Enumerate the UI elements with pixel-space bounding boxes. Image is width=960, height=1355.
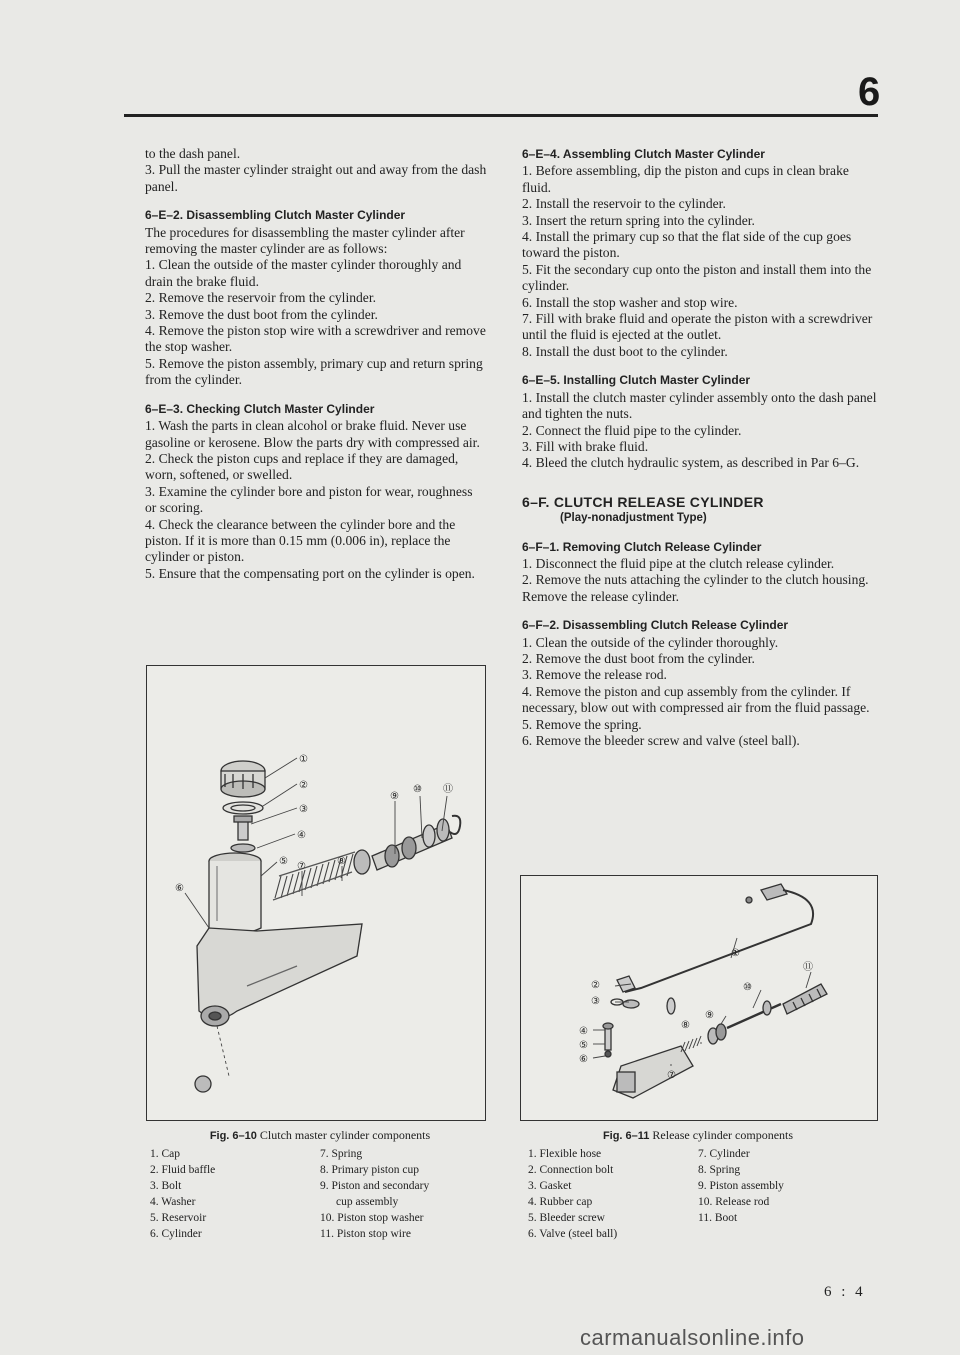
step-line: 8. Install the dust boot to the cylinder. xyxy=(522,343,728,359)
master-cylinder-exploded-drawing xyxy=(147,666,485,1120)
callout-7: ⑦ xyxy=(667,1070,676,1081)
step-line: 4. Install the primary cup so that the flat side of the cup goes toward the piston. xyxy=(522,229,852,261)
step-line: 1. Disconnect the fluid pipe at the clutch release cylinder. xyxy=(522,555,835,571)
callout-3: ③ xyxy=(591,996,600,1007)
callout-3: ③ xyxy=(299,804,308,815)
legend-item: 4. Washer xyxy=(150,1196,196,1208)
section-heading-e4: 6–E–4. Assembling Clutch Master Cylinder xyxy=(522,147,765,161)
step-line: 4. Bleed the clutch hydraulic system, as described in Par 6–G. xyxy=(522,455,860,471)
callout-10: ⑩ xyxy=(743,982,752,993)
legend-item: 5. Bleeder screw xyxy=(528,1212,605,1224)
release-cylinder-exploded-drawing xyxy=(521,876,877,1120)
callout-2: ② xyxy=(299,780,308,791)
figure-caption: Clutch master cylinder components xyxy=(259,1128,431,1142)
legend-item: 4. Rubber cap xyxy=(528,1196,593,1208)
callout-2: ② xyxy=(591,980,600,991)
callout-5: ⑤ xyxy=(279,856,288,867)
legend-item: 2. Fluid baffle xyxy=(150,1164,216,1176)
left-column xyxy=(145,146,487,582)
callout-4: ④ xyxy=(579,1026,588,1037)
section-heading-e2: 6–E–2. Disassembling Clutch Master Cylinder xyxy=(145,208,406,223)
step-line: 2. Connect the fluid pipe to the cylinder. xyxy=(522,422,742,438)
figure-label: Fig. 6–11 xyxy=(602,1130,650,1142)
section-heading-e3: 6–E–3. Checking Clutch Master Cylinder xyxy=(145,401,375,416)
callout-8: ⑧ xyxy=(337,856,346,867)
header-rule xyxy=(124,114,878,117)
step-line: 6. Remove the bleeder screw and valve (steel ball). xyxy=(522,733,800,748)
callout-9: ⑨ xyxy=(705,1010,714,1021)
callout-1: ① xyxy=(299,754,308,765)
step-line: 5. Ensure that the compensating port on the cylinder is open. xyxy=(145,565,475,581)
figure-6-11 xyxy=(520,875,878,1121)
legend-item: 11. Piston stop wire xyxy=(320,1228,411,1240)
legend-item: cup assembly xyxy=(336,1196,399,1208)
step-line: 1. Clean the outside of the cylinder thoroughly. xyxy=(522,634,779,650)
watermark: carmanualsonline.info xyxy=(580,1325,805,1350)
legend-item: 6. Cylinder xyxy=(150,1228,202,1240)
intro-line: 3. Pull the master cylinder straight out and away from the dash panel. xyxy=(145,162,487,194)
step-line: 1. Before assembling, dip the piston and cups in clean brake fluid. xyxy=(522,163,849,195)
step-line: 3. Examine the cylinder bore and piston for wear, roughness or scoring. xyxy=(145,483,473,516)
step-line: 5. Fit the secondary cup onto the piston and install them into the cylinder. xyxy=(522,261,872,294)
step-line: 3. Remove the dust boot from the cylinder. xyxy=(145,306,378,322)
figure-6-10-caption xyxy=(150,1127,490,1242)
callout-11: ⑪ xyxy=(803,962,813,973)
legend-item: 7. Cylinder xyxy=(698,1148,750,1160)
section-heading-f1: 6–F–1. Removing Clutch Release Cylinder xyxy=(522,539,762,554)
legend-item: 7. Spring xyxy=(320,1148,363,1160)
section-subheading-f: (Play-nonadjustment Type) xyxy=(560,512,707,525)
step-line: 3. Fill with brake fluid. xyxy=(522,438,649,454)
legend-item: 5. Reservoir xyxy=(150,1212,207,1224)
step-line: 4. Remove the piston stop wire with a screwdriver and remove the stop washer. xyxy=(145,323,486,355)
legend-item: 1. Flexible hose xyxy=(528,1148,602,1160)
legend-item: 9. Piston and secondary xyxy=(320,1180,430,1192)
callout-7: ⑦ xyxy=(297,861,306,872)
callout-5: ⑤ xyxy=(579,1040,588,1051)
callout-9: ⑨ xyxy=(390,791,399,802)
chapter-number: 6 xyxy=(858,70,881,114)
step-line: 5. Remove the spring. xyxy=(522,716,642,732)
figure-legend xyxy=(150,1146,490,1242)
callout-11: ⑪ xyxy=(443,784,453,795)
legend-item: 2. Connection bolt xyxy=(528,1164,614,1176)
step-line: 2. Remove the reservoir from the cylinder. xyxy=(145,290,377,306)
legend-item: 10. Release rod xyxy=(698,1196,770,1208)
figure-caption: Release cylinder components xyxy=(652,1128,794,1142)
step-line: 5. Remove the piston assembly, primary cup and return spring from the cylinder. xyxy=(145,355,483,388)
figure-6-10 xyxy=(146,665,486,1121)
step-line: 1. Clean the outside of the master cylinder thoroughly and drain the brake fluid. xyxy=(145,257,462,289)
figure-label: Fig. 6–10 xyxy=(209,1130,257,1142)
step-line: 1. Wash the parts in clean alcohol or brake fluid. Never use gasoline or kerosene. Blow the parts dry with compressed air. xyxy=(145,418,480,450)
section-heading-e5: 6–E–5. Installing Clutch Master Cylinder xyxy=(522,373,751,388)
step-line: 7. Fill with brake fluid and operate the piston with a screwdriver until the fluid is ejected at the outlet. xyxy=(522,311,873,343)
step-line: 4. Remove the piston and cup assembly from the cylinder. If necessary, blow out with compressed air from the fluid passage. xyxy=(522,683,870,716)
section-heading-f2: 6–F–2. Disassembling Clutch Release Cylinder xyxy=(522,618,789,633)
legend-item: 8. Primary piston cup xyxy=(320,1164,420,1176)
legend-item: 3. Bolt xyxy=(150,1180,182,1192)
legend-item: 1. Cap xyxy=(150,1148,181,1160)
step-line: 3. Remove the release rod. xyxy=(522,667,667,683)
step-line: 6. Install the stop washer and stop wire. xyxy=(522,294,738,310)
step-line: 1. Install the clutch master cylinder assembly onto the dash panel and tighten the nuts. xyxy=(522,389,877,422)
callout-1: ① xyxy=(731,948,740,959)
figure-legend xyxy=(528,1146,868,1242)
step-line: 2. Install the reservoir to the cylinder. xyxy=(522,196,726,212)
legend-item: 8. Spring xyxy=(698,1164,741,1176)
callout-6: ⑥ xyxy=(175,883,184,894)
step-line: 2. Remove the dust boot from the cylinder. xyxy=(522,650,755,666)
legend-item: 3. Gasket xyxy=(528,1180,572,1192)
step-line: 2. Remove the nuts attaching the cylinder to the clutch housing. Remove the release cylinder. xyxy=(522,572,869,604)
section-heading-f: 6–F. CLUTCH RELEASE CYLINDER xyxy=(522,493,764,510)
legend-item: 6. Valve (steel ball) xyxy=(528,1228,618,1240)
step-line: The procedures for disassembling the master cylinder after removing the master cylinder are as follows: xyxy=(145,224,465,257)
page-number: 6 : 4 xyxy=(824,1284,866,1300)
legend-item: 10. Piston stop washer xyxy=(320,1212,424,1224)
callout-10: ⑩ xyxy=(413,784,422,795)
intro-line: to the dash panel. xyxy=(145,146,241,161)
step-line: 3. Insert the return spring into the cylinder. xyxy=(522,212,755,228)
figure-6-11-caption xyxy=(528,1127,868,1242)
callout-8: ⑧ xyxy=(681,1020,690,1031)
step-line: 2. Check the piston cups and replace if they are damaged, worn, softened, or swelled. xyxy=(145,450,459,483)
legend-item: 9. Piston assembly xyxy=(698,1180,784,1192)
callout-6: ⑥ xyxy=(579,1054,588,1065)
step-line: 4. Check the clearance between the cylinder bore and the piston. If it is more than 0.15 mm (0.006 in), replace the cylinder or piston. xyxy=(145,516,456,565)
right-column xyxy=(522,146,878,749)
legend-item: 11. Boot xyxy=(698,1212,738,1224)
callout-4: ④ xyxy=(297,830,306,841)
